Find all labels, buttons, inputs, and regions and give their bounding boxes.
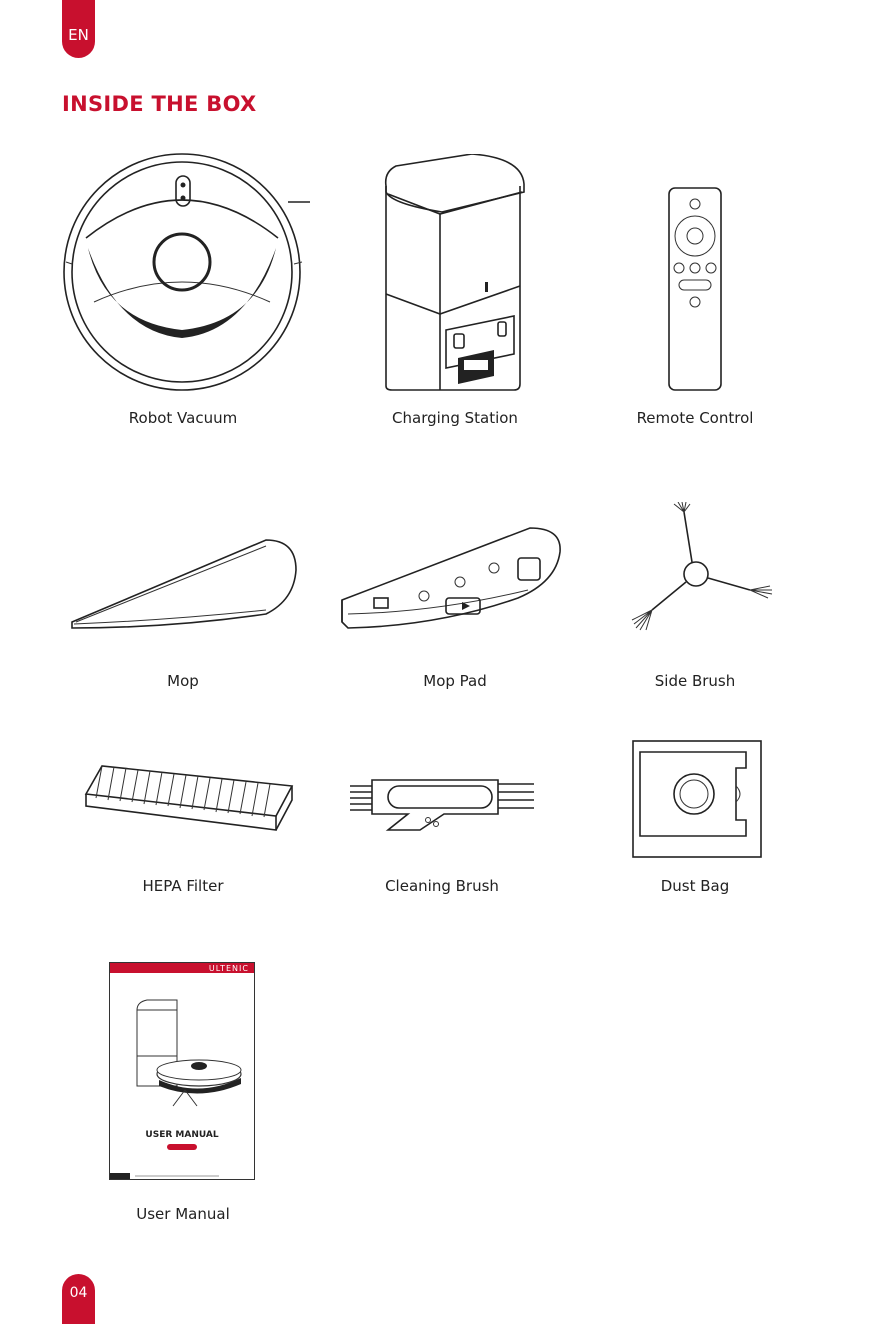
item-label-charging-station: Charging Station bbox=[392, 409, 518, 427]
language-label: EN bbox=[68, 26, 89, 44]
remote-control-illustration bbox=[667, 186, 723, 392]
page-number: 04 bbox=[69, 1285, 88, 1301]
item-label-user-manual: User Manual bbox=[136, 1205, 230, 1223]
page-number-tab bbox=[62, 1274, 95, 1324]
charging-station-illustration bbox=[382, 154, 528, 392]
item-label-dust-bag: Dust Bag bbox=[660, 877, 730, 895]
manual-title: USER MANUAL bbox=[145, 1130, 219, 1140]
item-label-hepa-filter: HEPA Filter bbox=[142, 877, 224, 895]
user-manual-illustration bbox=[109, 962, 255, 1180]
mop-illustration bbox=[70, 536, 298, 630]
item-label-cleaning-brush: Cleaning Brush bbox=[385, 877, 499, 895]
language-tab bbox=[62, 0, 95, 58]
manual-brand: ULTENIC bbox=[208, 964, 249, 973]
item-label-robot-vacuum: Robot Vacuum bbox=[128, 409, 238, 427]
cleaning-brush-illustration bbox=[348, 778, 536, 834]
side-brush-illustration bbox=[628, 502, 774, 632]
item-label-remote-control: Remote Control bbox=[636, 409, 754, 427]
mop-pad-illustration bbox=[338, 522, 564, 632]
item-label-mop-pad: Mop Pad bbox=[423, 672, 487, 690]
robot-vacuum-illustration bbox=[58, 152, 310, 396]
hepa-filter-illustration bbox=[84, 764, 294, 834]
item-label-mop: Mop bbox=[167, 672, 199, 690]
dust-bag-illustration bbox=[632, 740, 762, 858]
page-title: INSIDE THE BOX bbox=[62, 92, 257, 116]
item-label-side-brush: Side Brush bbox=[654, 672, 736, 690]
